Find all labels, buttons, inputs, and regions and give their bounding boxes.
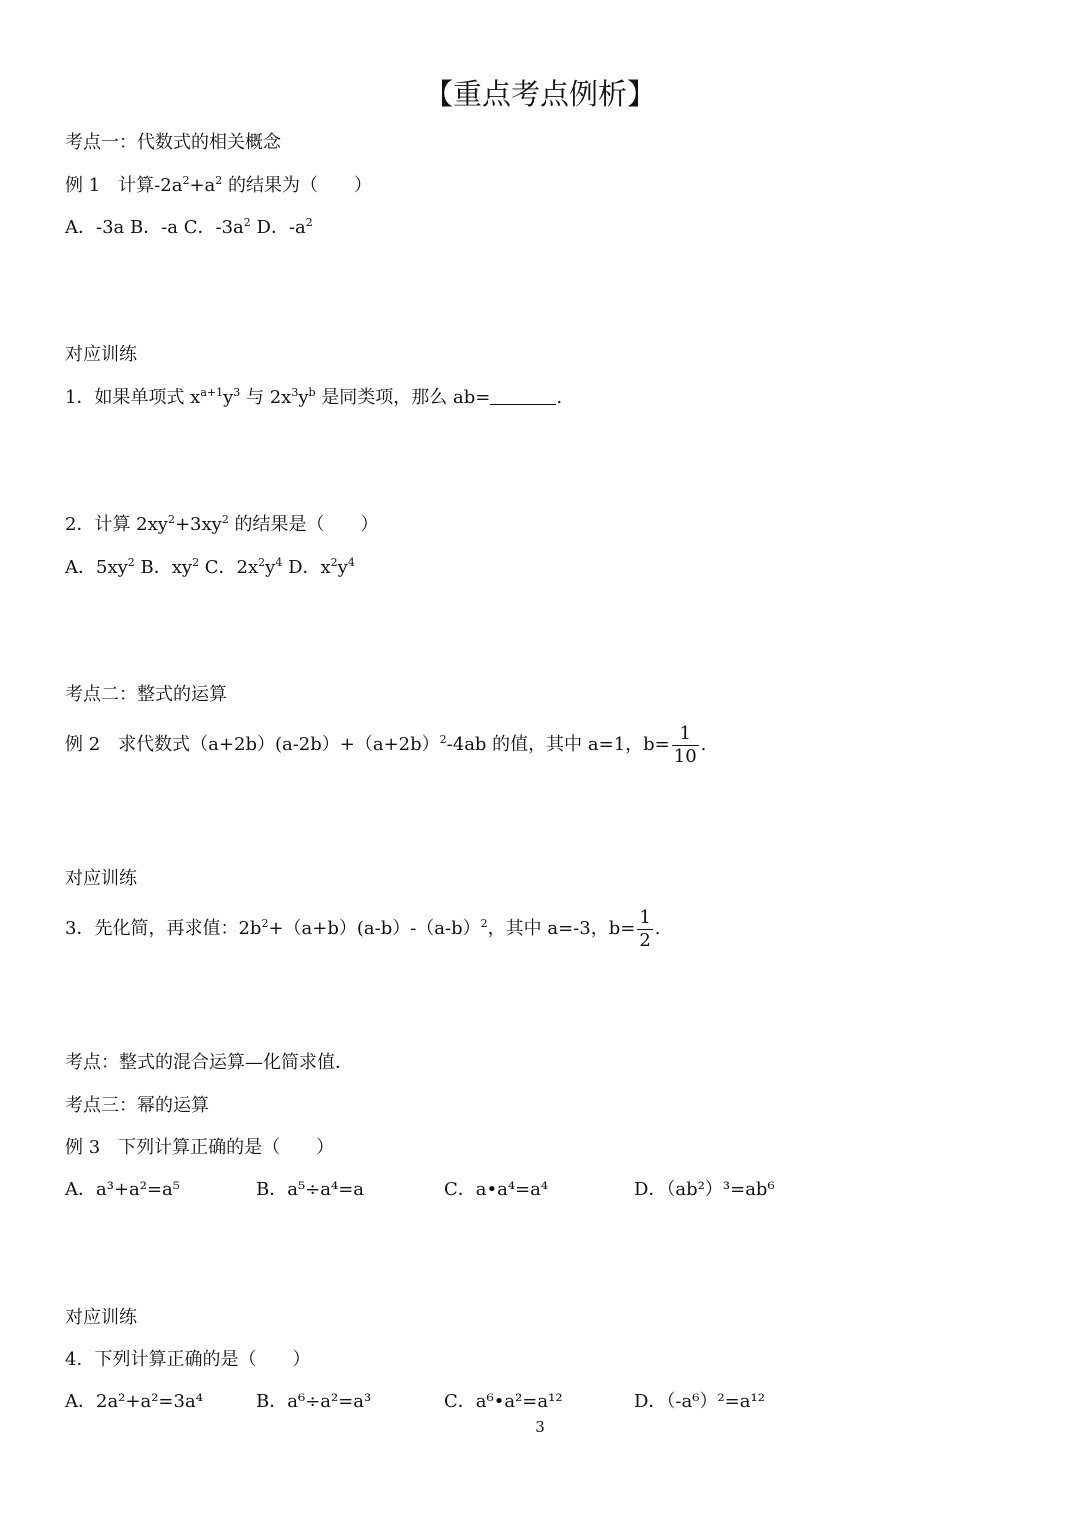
question-4-option-a: A．2a²+a²=3a⁴ xyxy=(65,1391,203,1412)
knowledge-note: 考点：整式的混合运算—化简求值． xyxy=(65,1052,353,1073)
example-2: 例 2 求代数式$(a+2b)(a-2b)+(a+2b)^2-4ab$ 的值，其中 a=1，b= $\frac{1}{10}$ . xyxy=(65,722,707,767)
example-3-option-c: C．a•a⁴=a⁴ xyxy=(444,1179,549,1200)
page-number: 3 xyxy=(535,1418,545,1436)
question-2-options: A．$5xy^2$ B．$xy^2$ C．$2x^2y^4$ D．$x^2y^4$ xyxy=(65,556,355,578)
section-heading-3: 考点三：幂的运算 xyxy=(65,1095,209,1116)
section-heading-1: 考点一：代数式的相关概念 xyxy=(65,132,281,153)
fraction-one-tenth: $\frac{1}{10}$ xyxy=(673,722,697,767)
page-title: 【重点考点例析】 xyxy=(423,77,656,111)
example-3-option-d: D．（ab²）³=ab⁶ xyxy=(634,1179,775,1200)
question-2: 2．计算 $2xy^2+3xy^2$ 的结果是（ ） xyxy=(65,513,379,535)
question-3: 3．先化简，再求值：$2b^2+(a+b)(a-b)-(a-b)^2$，其中 a=-3，b= $\frac{1}{2}$ . xyxy=(65,906,661,951)
example-3: 例 3 下列计算正确的是（ ） xyxy=(65,1137,335,1158)
question-1: 1．如果单项式 $x^{a+1}y^3$ 与 $2x^3y^b$ 是同类项，那么 ab= . xyxy=(65,386,563,408)
question-4-option-d: D．（-a⁶）²=a¹² xyxy=(634,1391,765,1412)
question-4: 4．下列计算正确的是（ ） xyxy=(65,1349,311,1370)
example-3-option-a: A．a³+a²=a⁵ xyxy=(65,1179,181,1200)
answer-blank[interactable] xyxy=(490,388,556,405)
example-1: 例 1 计算$-2a^2+a^2$ 的结果为（ ） xyxy=(65,174,373,196)
training-heading-3: 对应训练 xyxy=(65,1307,137,1328)
question-4-option-c: C．a⁶•a²=a¹² xyxy=(444,1391,563,1412)
example-3-option-b: B．a⁵÷a⁴=a xyxy=(256,1179,365,1200)
training-heading-2: 对应训练 xyxy=(65,868,137,889)
question-4-option-b: B．a⁶÷a²=a³ xyxy=(256,1391,372,1412)
example-1-options: A．-3a B．-a C．$-3a^2$ D．$-a^2$ xyxy=(65,216,313,238)
fraction-one-half: $\frac{1}{2}$ xyxy=(639,906,651,951)
training-heading-1: 对应训练 xyxy=(65,344,137,365)
section-heading-2: 考点二：整式的运算 xyxy=(65,684,227,705)
